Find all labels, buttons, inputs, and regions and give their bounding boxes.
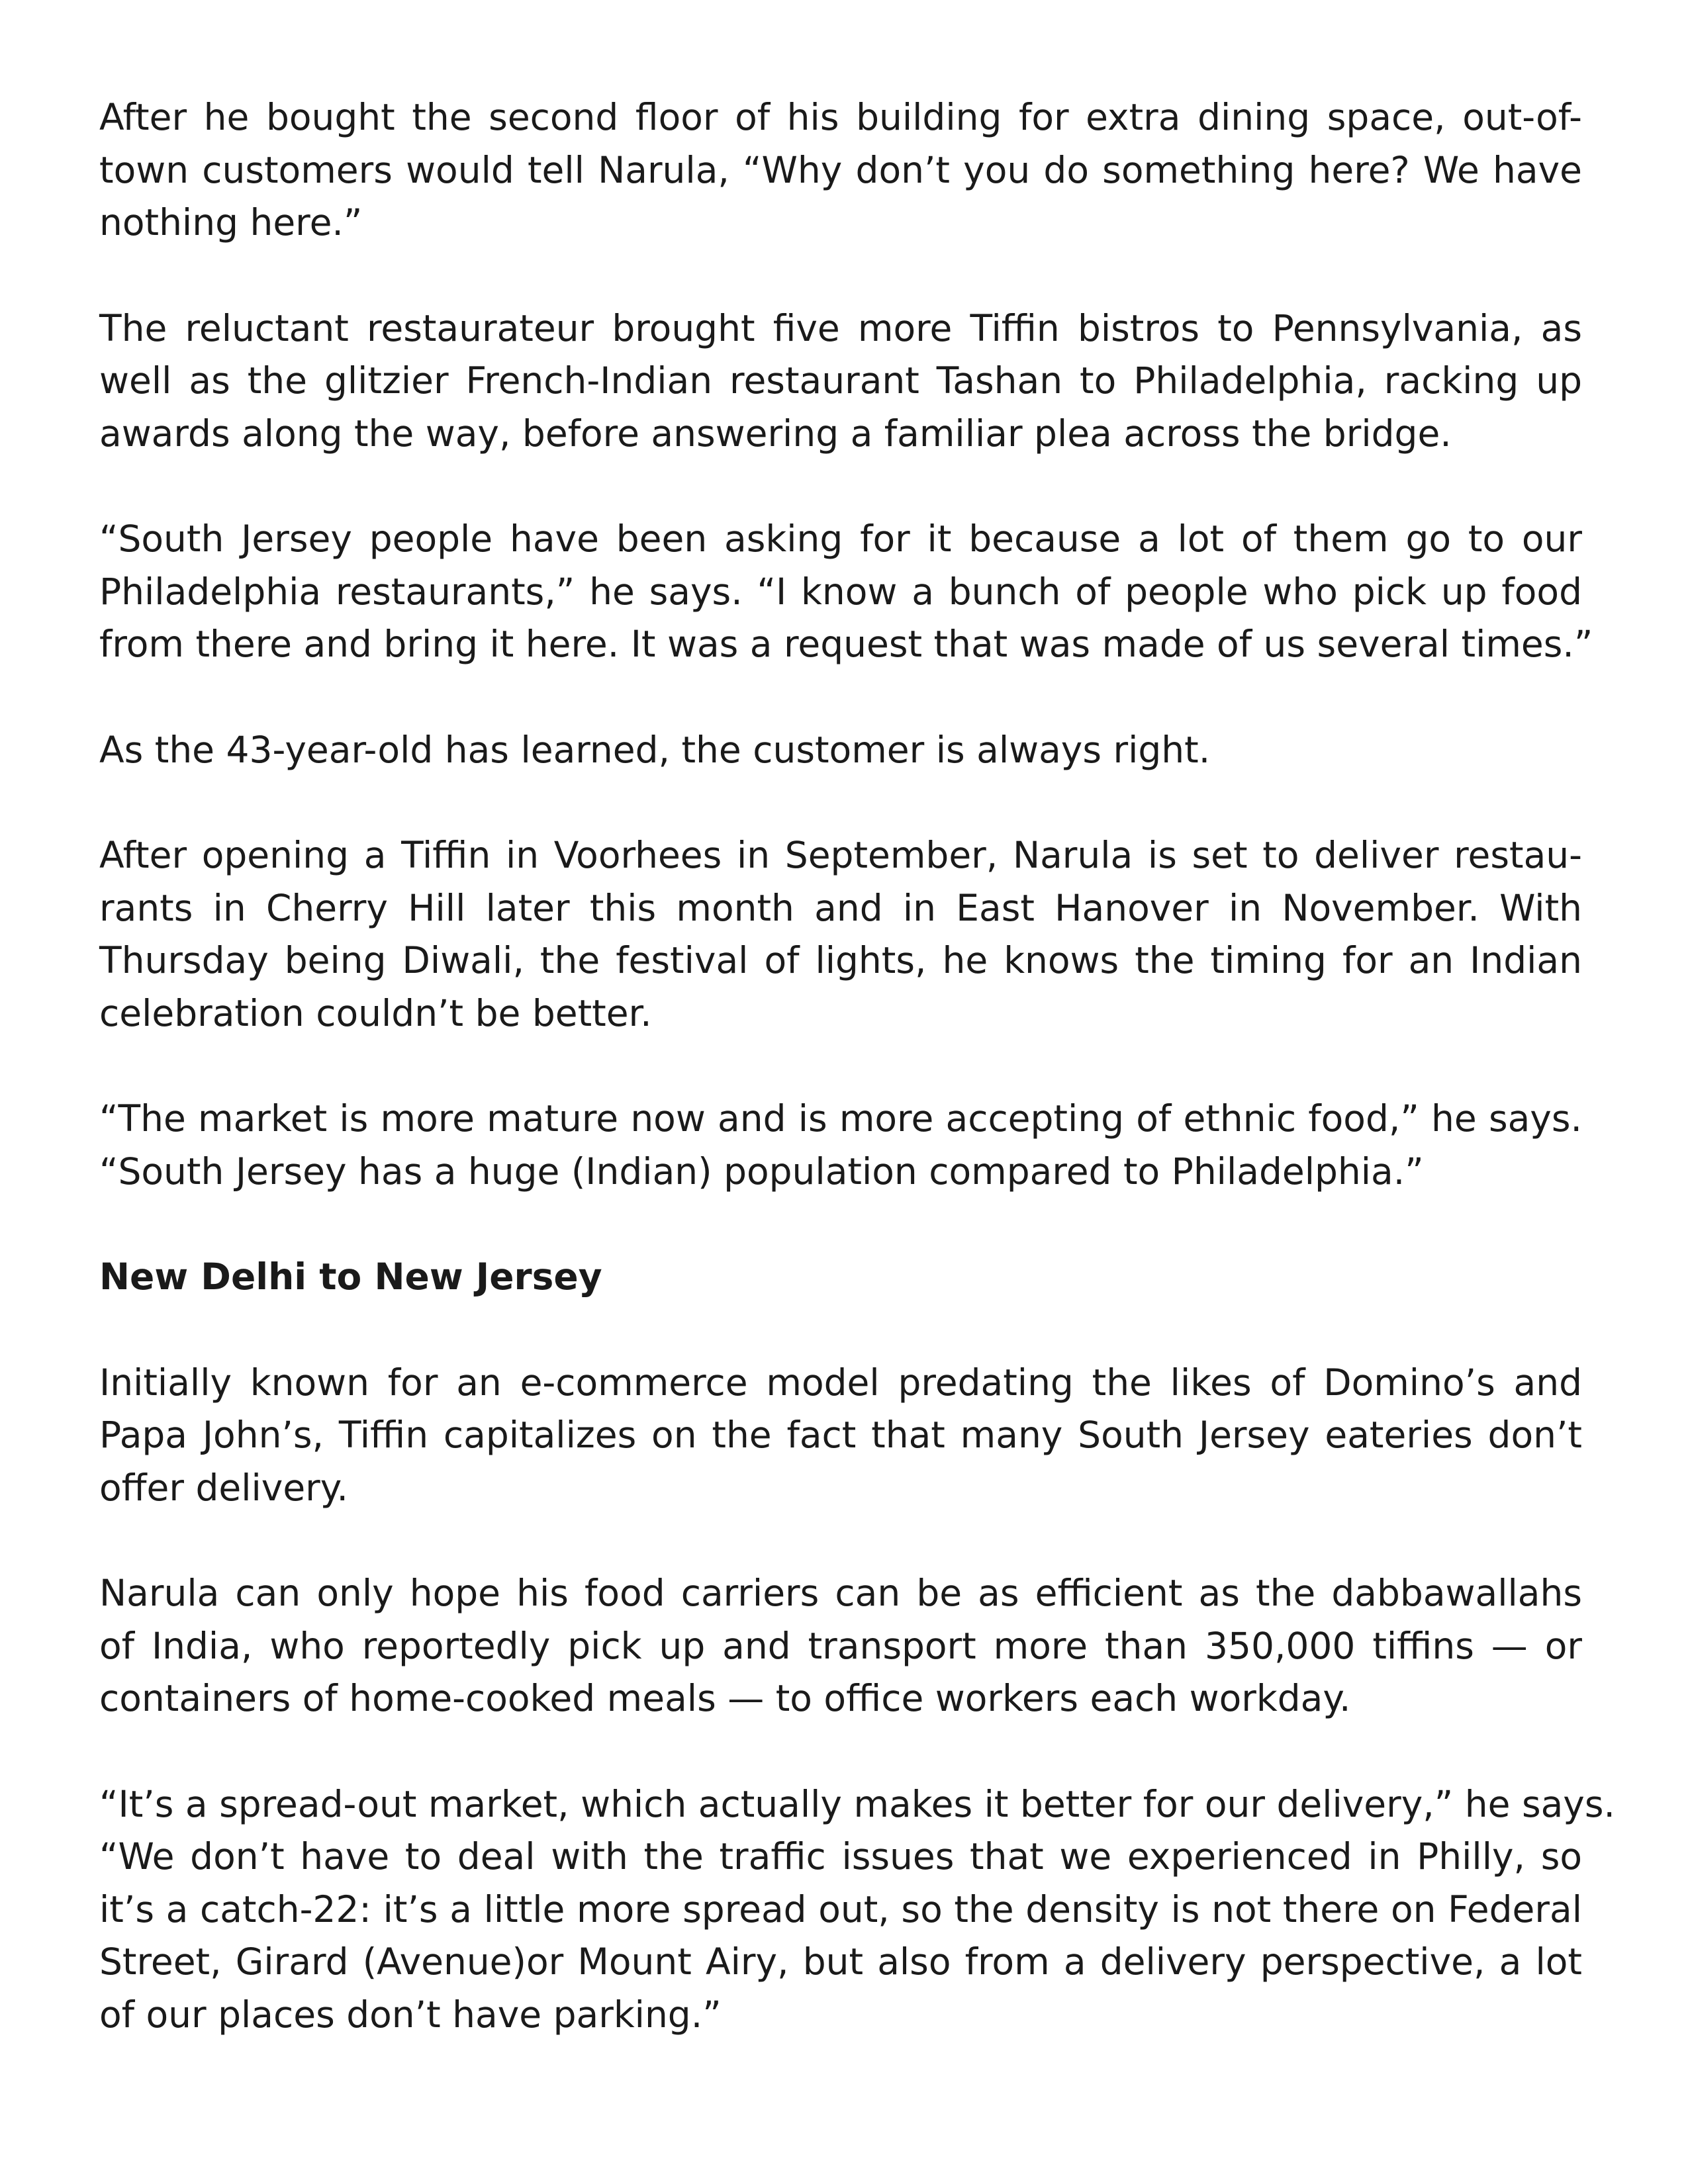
article-page	[99, 91, 1615, 2094]
paragraph-9	[99, 1778, 1615, 2042]
text-line: of our places don’t have parking.”	[99, 1993, 722, 2036]
text-line: from there and bring it here. It was a request that was made of us several times.”	[99, 623, 1593, 665]
text-line: After opening a Tiffin in Voorhees in September, Narula is set to deliver restau-	[99, 834, 1582, 876]
text-line: Thursday being Diwali, the festival of lights, he knows the timing for an Indian	[99, 939, 1582, 981]
text-line: well as the glitzier French-Indian restaurant Tashan to Philadelphia, racking up	[99, 359, 1582, 402]
paragraph-6	[99, 1093, 1582, 1198]
text-line: containers of home-cooked meals — to office workers each workday.	[99, 1677, 1351, 1719]
paragraph-2	[99, 302, 1582, 461]
paragraph-3	[99, 513, 1593, 671]
text-line: awards along the way, before answering a familiar plea across the bridge.	[99, 412, 1452, 455]
paragraph-5	[99, 829, 1582, 1040]
text-line: “South Jersey has a huge (Indian) population compared to Philadelphia.”	[99, 1150, 1424, 1193]
text-line: offer delivery.	[99, 1466, 348, 1509]
paragraph-1	[99, 91, 1582, 250]
text-line: nothing here.”	[99, 201, 363, 244]
text-line: After he bought the second floor of his building for extra dining space, out-of-	[99, 96, 1582, 138]
text-line: Papa John’s, Tiffin capitalizes on the fact that many South Jersey eateries don’t	[99, 1414, 1582, 1456]
text-line: rants in Cherry Hill later this month and in East Hanover in November. With	[99, 886, 1582, 929]
section-heading: New Delhi to New Jersey	[99, 1255, 602, 1298]
text-line: celebration couldn’t be better.	[99, 991, 652, 1034]
text-line: “The market is more mature now and is more accepting of ethnic food,” he says.	[99, 1097, 1582, 1140]
text-line: Narula can only hope his food carriers can be as efficient as the dabbawallahs	[99, 1572, 1582, 1614]
paragraph-8	[99, 1567, 1582, 1725]
text-line: “We don’t have to deal with the traffic issues that we experienced in Philly, so	[99, 1835, 1582, 1878]
text-line: As the 43-year-old has learned, the customer is always right.	[99, 728, 1211, 771]
text-line: Philadelphia restaurants,” he says. “I know a bunch of people who pick up food	[99, 570, 1582, 613]
text-line: Street, Girard (Avenue)or Mount Airy, but also from a delivery perspective, a lot	[99, 1940, 1582, 1983]
paragraph-4	[99, 724, 1582, 777]
paragraph-7	[99, 1357, 1582, 1515]
text-line: Initially known for an e-commerce model predating the likes of Domino’s and	[99, 1361, 1582, 1404]
text-line: “It’s a spread-out market, which actually makes it better for our delivery,” he says.	[99, 1782, 1615, 1825]
text-line: “South Jersey people have been asking for it because a lot of them go to our	[99, 518, 1582, 560]
text-line: town customers would tell Narula, “Why don’t you do something here? We have	[99, 148, 1582, 191]
text-line: The reluctant restaurateur brought five more Tiffin bistros to Pennsylvania, as	[99, 306, 1582, 349]
text-line: it’s a catch-22: it’s a little more spread out, so the density is not there on Federal	[99, 1888, 1582, 1931]
text-line: of India, who reportedly pick up and transport more than 350,000 tiffins — or	[99, 1624, 1582, 1667]
